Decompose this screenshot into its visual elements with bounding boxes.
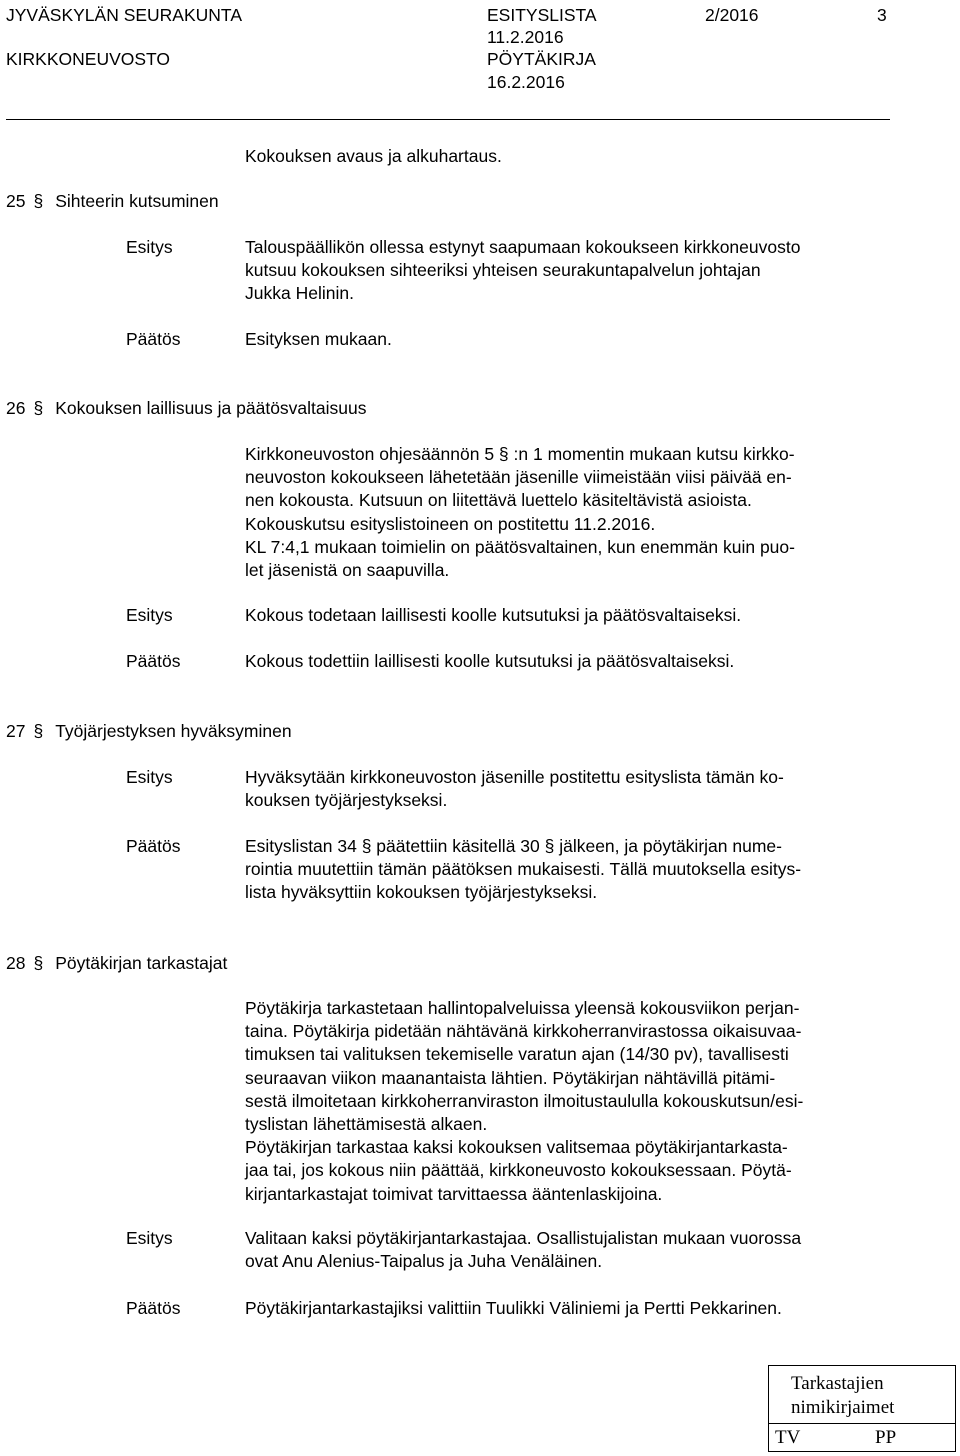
section-number: 25 (6, 191, 26, 211)
body-text (245, 443, 795, 582)
text-line: ovat Anu Alenius-Taipalus ja Juha Venäläinen. (245, 1251, 603, 1272)
esitys-text (245, 766, 784, 812)
paatos-label: Päätös (126, 329, 181, 349)
intro-text: Kokouksen avaus ja alkuhartaus. (245, 146, 502, 166)
header-minutes-date: 16.2.2016 (487, 72, 565, 92)
text-line: Pöytäkirjan tarkastaa kaksi kokouksen valitsemaa pöytäkirjantarkasta- (245, 1137, 788, 1158)
text-line: seuraavan viikon maanantaista lähtien. Pöytäkirjan nähtävillä pitämi- (245, 1067, 776, 1088)
esitys-text (245, 1227, 801, 1273)
paatos-text (245, 835, 801, 905)
header-org: JYVÄSKYLÄN SEURAKUNTA (6, 5, 242, 25)
text-line: jaa tai, jos kokous niin päättää, kirkkoneuvosto kokouksessaan. Pöytä- (245, 1160, 792, 1181)
initials-box-divider (769, 1423, 955, 1424)
text-line: tyslistan lähettämisestä alkaen. (245, 1114, 488, 1135)
esitys-label: Esitys (126, 1228, 173, 1248)
header-agenda-date: 11.2.2016 (487, 27, 564, 47)
paatos-label: Päätös (126, 836, 181, 856)
text-line: nen kokousta. Kutsuun on liitettävä luettelo käsiteltävistä asioista. (245, 490, 752, 511)
section-title: Kokouksen laillisuus ja päätösvaltaisuus (55, 398, 367, 418)
body-text (245, 997, 803, 1206)
paatos-text (245, 328, 392, 351)
esitys-label: Esitys (126, 605, 173, 625)
text-line: Kokous todettiin laillisesti koolle kutsutuksi ja päätösvaltaiseksi. (245, 651, 735, 671)
text-line: Talouspäällikön ollessa estynyt saapumaan kokoukseen kirkkoneuvosto (245, 237, 801, 257)
text-line: kouksen työjärjestykseksi. (245, 790, 448, 811)
header-agenda-label: ESITYSLISTA (487, 5, 597, 25)
section-heading-27 (6, 720, 292, 743)
initials-box (768, 1365, 956, 1452)
text-line: kutsuu kokouksen sihteeriksi yhteisen seurakuntapalvelun johtajan (245, 260, 761, 281)
section-sign: § (33, 398, 44, 418)
paatos-text (245, 1297, 782, 1320)
initials-first: TV (775, 1427, 801, 1448)
text-line: Hyväksytään kirkkoneuvoston jäsenille postitettu esityslista tämän ko- (245, 767, 784, 787)
section-number: 28 (6, 953, 26, 973)
text-line: timuksen tai valituksen tekemiselle varatun ajan (14/30 pv), tavallisesti (245, 1044, 789, 1065)
header-minutes-label: PÖYTÄKIRJA (487, 49, 596, 69)
section-title: Työjärjestyksen hyväksyminen (55, 721, 292, 741)
text-line: lista hyväksyttiin kokouksen työjärjestykseksi. (245, 882, 598, 903)
text-line: taina. Pöytäkirja pidetään nähtävänä kirkkoherranvirastossa oikaisuvaa- (245, 1021, 802, 1042)
header-page: 3 (877, 5, 887, 25)
header-body: KIRKKONEUVOSTO (6, 49, 171, 69)
section-title: Sihteerin kutsuminen (55, 191, 219, 211)
text-line: Jukka Helinin. (245, 283, 354, 304)
text-line: Pöytäkirja tarkastetaan hallintopalveluissa yleensä kokousviikon perjan- (245, 998, 800, 1018)
paatos-label: Päätös (126, 651, 181, 671)
section-heading-26 (6, 397, 367, 420)
initials-box-subtitle: nimikirjaimet (791, 1397, 895, 1418)
paatos-text (245, 650, 734, 673)
esitys-label: Esitys (126, 237, 173, 257)
initials-box-title: Tarkastajien (791, 1373, 884, 1394)
esitys-label: Esitys (126, 767, 173, 787)
section-number: 27 (6, 721, 26, 741)
text-line: sestä ilmoitetaan kirkkoherranviraston ilmoitustaululla kokouskutsun/esi- (245, 1090, 804, 1111)
initials-second: PP (875, 1427, 897, 1448)
section-heading-25 (6, 190, 219, 213)
section-number: 26 (6, 398, 26, 418)
text-line: Pöytäkirjantarkastajiksi valittiin Tuulikki Väliniemi ja Pertti Pekkarinen. (245, 1298, 782, 1318)
esitys-text (245, 236, 800, 306)
paatos-label: Päätös (126, 1298, 181, 1318)
text-line: Esityksen mukaan. (245, 329, 392, 349)
section-sign: § (33, 191, 44, 211)
text-line: Esityslistan 34 § päätettiin käsitellä 30 § jälkeen, ja pöytäkirjan nume- (245, 836, 782, 856)
section-sign: § (33, 721, 44, 741)
section-sign: § (33, 953, 44, 973)
text-line: let jäsenistä on saapuvilla. (245, 560, 450, 581)
esitys-text (245, 604, 741, 627)
text-line: Valitaan kaksi pöytäkirjantarkastajaa. Osallistujalistan mukaan vuorossa (245, 1228, 802, 1248)
text-line: neuvoston kokoukseen lähetetään jäsenille viimeistään viisi päivää en- (245, 467, 792, 488)
text-line: Kokous todetaan laillisesti koolle kutsutuksi ja päätösvaltaiseksi. (245, 605, 742, 625)
header-divider (6, 119, 890, 120)
section-title: Pöytäkirjan tarkastajat (55, 953, 228, 973)
section-heading-28 (6, 952, 227, 975)
text-line: KL 7:4,1 mukaan toimielin on päätösvaltainen, kun enemmän kuin puo- (245, 536, 795, 557)
header-number: 2/2016 (705, 5, 759, 25)
text-line: rointia muutettiin tämän päätöksen mukaisesti. Tällä muutoksella esitys- (245, 859, 802, 880)
text-line: kirjantarkastajat toimivat tarvittaessa ääntenlaskijoina. (245, 1183, 663, 1204)
text-line: Kokouskutsu esityslistoineen on postitettu 11.2.2016. (245, 513, 656, 534)
text-line: Kirkkoneuvoston ohjesäännön 5 § :n 1 momentin mukaan kutsu kirkko- (245, 444, 795, 464)
